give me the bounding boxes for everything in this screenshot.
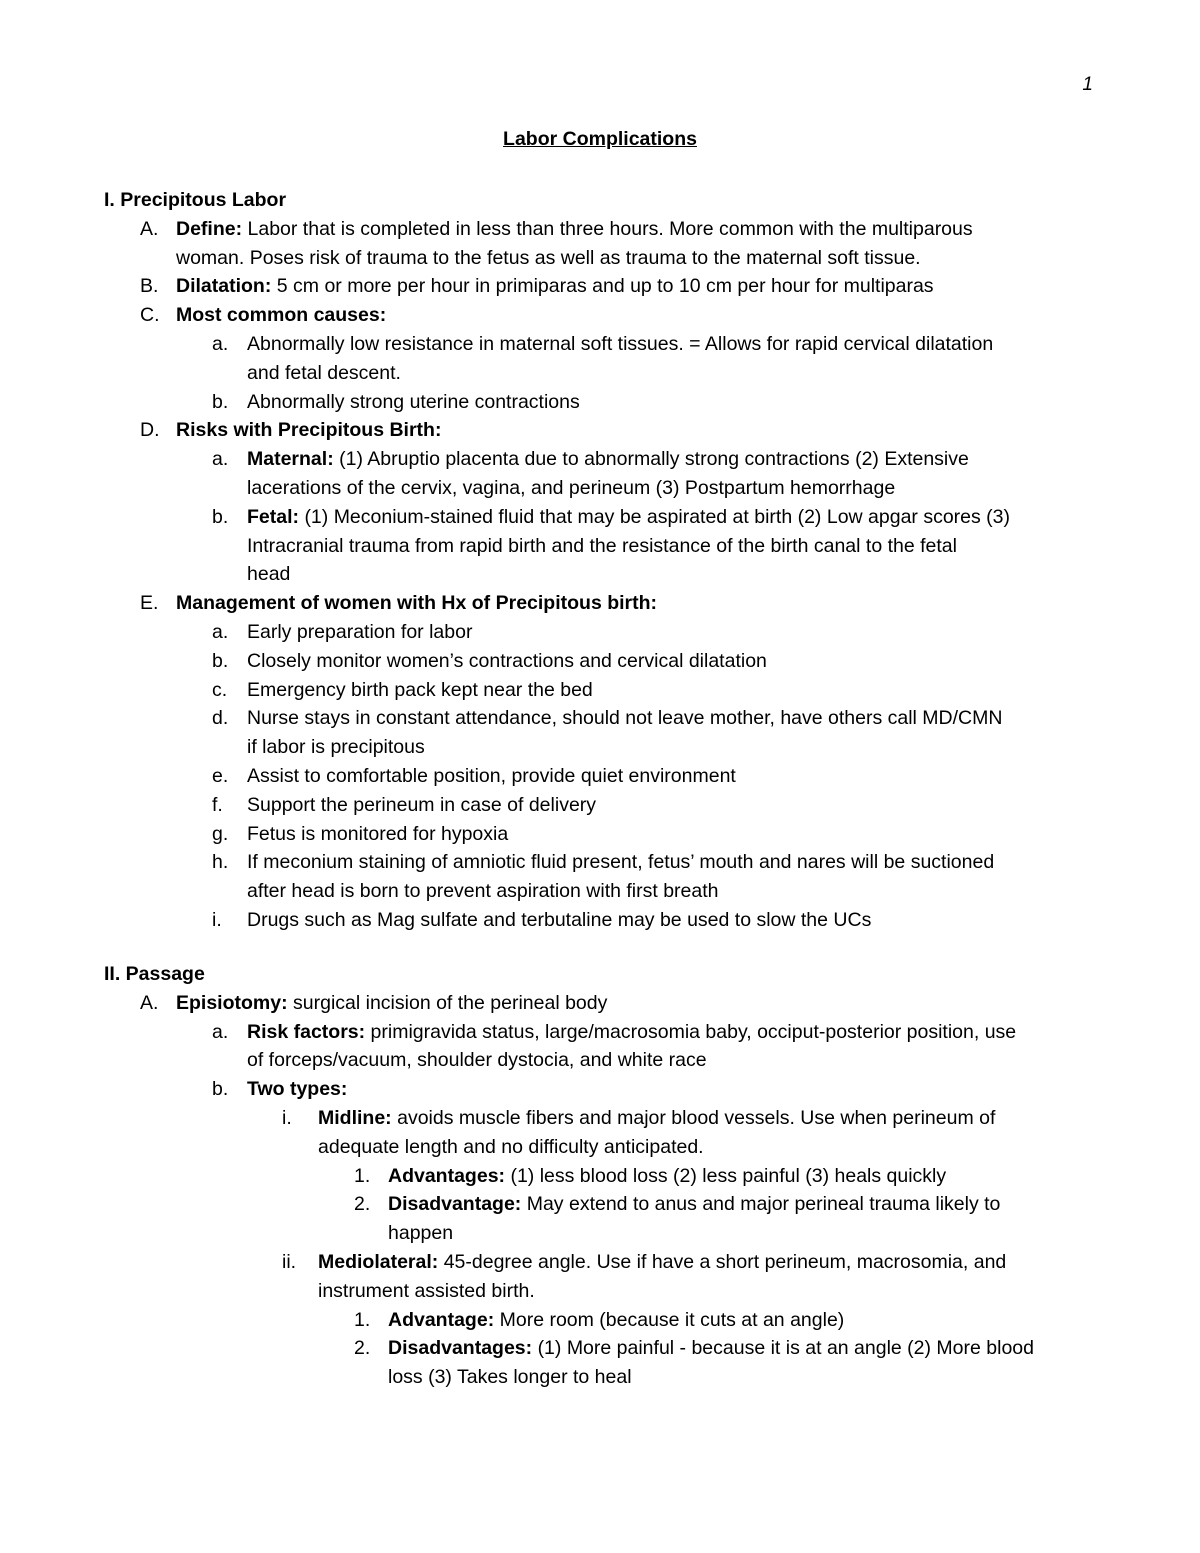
list-marker: 1. bbox=[354, 1308, 371, 1331]
list-item bbox=[104, 647, 1104, 676]
item-text: instrument assisted birth. bbox=[318, 1279, 535, 1302]
list-item bbox=[104, 301, 1104, 330]
item-text: Emergency birth pack kept near the bed bbox=[247, 678, 593, 701]
list-item bbox=[104, 1190, 1104, 1219]
list-item bbox=[104, 1248, 1104, 1277]
list-marker: i. bbox=[282, 1106, 292, 1129]
list-marker: a. bbox=[212, 448, 229, 471]
item-text: Nurse stays in constant attendance, should not leave mother, have others call MD/CMN bbox=[247, 707, 1003, 730]
list-marker: A. bbox=[140, 991, 159, 1014]
list-item bbox=[104, 445, 1104, 474]
list-marker: c. bbox=[212, 678, 228, 701]
item-text: (1) More painful - because it is at an angle (2) More blood bbox=[537, 1337, 1034, 1360]
item-text: If meconium staining of amniotic fluid present, fetus’ mouth and nares will be suctioned bbox=[247, 851, 995, 874]
item-text: (1) less blood loss (2) less painful (3) heals quickly bbox=[510, 1164, 947, 1187]
item-label: Midline: bbox=[318, 1106, 392, 1129]
list-marker: D. bbox=[140, 419, 160, 442]
list-item bbox=[104, 1306, 1104, 1335]
list-marker: b. bbox=[212, 649, 229, 672]
list-item bbox=[104, 989, 1104, 1018]
item-label: Mediolateral: bbox=[318, 1250, 439, 1273]
list-item-continuation bbox=[104, 1277, 1104, 1306]
list-marker: a. bbox=[212, 620, 229, 643]
list-item bbox=[104, 676, 1104, 705]
list-item bbox=[104, 416, 1104, 445]
list-marker: b. bbox=[212, 390, 229, 413]
item-label: Management of women with Hx of Precipitous birth: bbox=[176, 592, 658, 615]
item-text: happen bbox=[388, 1222, 454, 1245]
item-text: after head is born to prevent aspiration with first breath bbox=[247, 880, 719, 903]
list-marker: 2. bbox=[354, 1337, 371, 1360]
item-text: Abnormally strong uterine contractions bbox=[247, 390, 580, 413]
item-text: Intracranial trauma from rapid birth and the resistance of the birth canal to the fetal bbox=[247, 534, 957, 557]
list-marker: e. bbox=[212, 764, 229, 787]
list-item-continuation bbox=[104, 474, 1104, 503]
item-text: Fetus is monitored for hypoxia bbox=[247, 822, 509, 845]
list-item bbox=[104, 1334, 1104, 1363]
item-text: Labor that is completed in less than three hours. More common with the multiparous bbox=[247, 217, 973, 240]
list-marker: f. bbox=[212, 793, 223, 816]
item-label: Define: bbox=[176, 217, 243, 240]
list-marker: 2. bbox=[354, 1193, 371, 1216]
item-text: Drugs such as Mag sulfate and terbutaline may be used to slow the UCs bbox=[247, 908, 872, 931]
item-label: Advantage: bbox=[388, 1308, 495, 1331]
list-item-continuation bbox=[104, 1363, 1104, 1392]
item-text: Abnormally low resistance in maternal soft tissues. = Allows for rapid cervical dilatation bbox=[247, 332, 994, 355]
list-item bbox=[104, 820, 1104, 849]
list-marker: b. bbox=[212, 505, 229, 528]
item-text: Support the perineum in case of delivery bbox=[247, 793, 597, 816]
item-text: adequate length and no difficulty anticipated. bbox=[318, 1135, 704, 1158]
list-marker: d. bbox=[212, 707, 229, 730]
page-number: 1 bbox=[1082, 74, 1093, 95]
list-item bbox=[104, 618, 1104, 647]
list-item bbox=[104, 1018, 1104, 1047]
item-label: Advantages: bbox=[388, 1164, 506, 1187]
item-text: Early preparation for labor bbox=[247, 620, 473, 643]
list-item bbox=[104, 848, 1104, 877]
list-marker: C. bbox=[140, 304, 160, 327]
item-text: 5 cm or more per hour in primiparas and up to 10 cm per hour for multiparas bbox=[276, 275, 934, 298]
item-text: Assist to comfortable position, provide quiet environment bbox=[247, 764, 736, 787]
list-item bbox=[104, 589, 1104, 618]
list-marker: i. bbox=[212, 908, 222, 931]
item-label: Dilatation: bbox=[176, 275, 272, 298]
list-marker: h. bbox=[212, 851, 229, 874]
list-item bbox=[104, 1104, 1104, 1133]
section-heading: II. Passage bbox=[104, 963, 205, 985]
section-heading: I. Precipitous Labor bbox=[104, 189, 287, 211]
item-text: and fetal descent. bbox=[247, 361, 401, 384]
item-text: primigravida status, large/macrosomia baby, occiput-posterior position, use bbox=[370, 1020, 1017, 1043]
list-item-continuation bbox=[104, 877, 1104, 906]
list-item-continuation bbox=[104, 244, 1104, 273]
list-item bbox=[104, 388, 1104, 417]
list-item-continuation bbox=[104, 359, 1104, 388]
item-label: Episiotomy: bbox=[176, 991, 288, 1014]
item-label: Risk factors: bbox=[247, 1020, 366, 1043]
item-label: Maternal: bbox=[247, 448, 334, 471]
item-text: (1) Abruptio placenta due to abnormally strong contractions (2) Extensive bbox=[339, 448, 969, 471]
list-item bbox=[104, 1075, 1104, 1104]
list-item bbox=[104, 503, 1104, 532]
item-text: lacerations of the cervix, vagina, and perineum (3) Postpartum hemorrhage bbox=[247, 476, 896, 499]
item-text: May extend to anus and major perineal trauma likely to bbox=[526, 1193, 1001, 1216]
list-item bbox=[104, 791, 1104, 820]
item-label: Fetal: bbox=[247, 505, 300, 528]
list-item bbox=[104, 906, 1104, 935]
list-item-continuation bbox=[104, 1046, 1104, 1075]
list-item bbox=[104, 272, 1104, 301]
item-text: (1) Meconium-stained fluid that may be aspirated at birth (2) Low apgar scores (3) bbox=[304, 505, 1011, 528]
list-marker: 1. bbox=[354, 1164, 371, 1187]
item-text: woman. Poses risk of trauma to the fetus as well as trauma to the maternal soft tissue. bbox=[176, 246, 921, 269]
item-text: 45-degree angle. Use if have a short perineum, macrosomia, and bbox=[443, 1250, 1007, 1273]
item-text: More room (because it cuts at an angle) bbox=[499, 1308, 845, 1331]
list-marker: B. bbox=[140, 275, 159, 298]
list-item-continuation bbox=[104, 532, 1104, 561]
item-text: head bbox=[247, 563, 291, 586]
item-text: avoids muscle fibers and major blood vessels. Use when perineum of bbox=[397, 1106, 996, 1129]
document-title: Labor Complications bbox=[503, 128, 697, 150]
list-item-continuation bbox=[104, 560, 1104, 589]
item-label: Disadvantages: bbox=[388, 1337, 533, 1360]
list-marker: b. bbox=[212, 1078, 229, 1101]
list-marker: A. bbox=[140, 217, 159, 240]
section-precipitous-labor bbox=[104, 186, 1104, 935]
item-label: Most common causes: bbox=[176, 304, 387, 327]
section-passage bbox=[104, 960, 1104, 1392]
list-item bbox=[104, 215, 1104, 244]
item-text: Closely monitor women’s contractions and cervical dilatation bbox=[247, 649, 767, 672]
list-item bbox=[104, 762, 1104, 791]
list-item bbox=[104, 330, 1104, 359]
list-marker: ii. bbox=[282, 1250, 297, 1273]
list-item-continuation bbox=[104, 1219, 1104, 1248]
list-item bbox=[104, 704, 1104, 733]
item-label: Risks with Precipitous Birth: bbox=[176, 419, 442, 442]
list-item bbox=[104, 1162, 1104, 1191]
item-text: if labor is precipitous bbox=[247, 736, 425, 759]
item-text: of forceps/vacuum, shoulder dystocia, and white race bbox=[247, 1049, 707, 1072]
item-text: loss (3) Takes longer to heal bbox=[388, 1366, 632, 1389]
item-text: surgical incision of the perineal body bbox=[293, 991, 608, 1014]
list-marker: a. bbox=[212, 1020, 229, 1043]
list-item-continuation bbox=[104, 733, 1104, 762]
item-label: Two types: bbox=[247, 1078, 348, 1101]
list-marker: E. bbox=[140, 592, 159, 615]
list-marker: g. bbox=[212, 822, 229, 845]
list-marker: a. bbox=[212, 332, 229, 355]
list-item-continuation bbox=[104, 1133, 1104, 1162]
item-label: Disadvantage: bbox=[388, 1193, 522, 1216]
